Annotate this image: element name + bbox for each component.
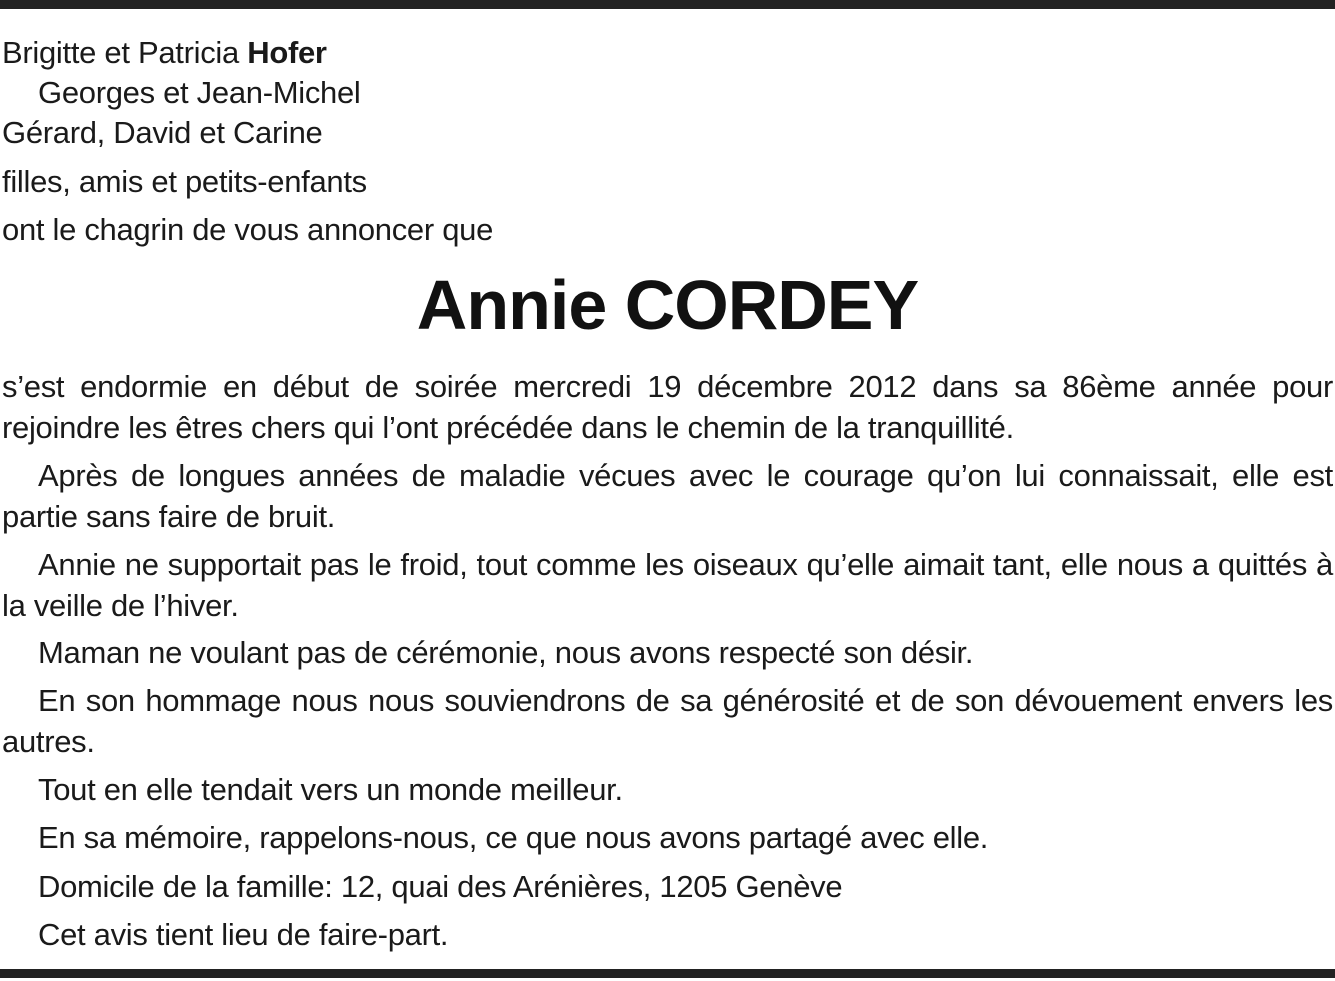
paragraph-2: Après de longues années de maladie vécues avec le courage qu’on lui connaissait, elle est partie sans faire de bruit. xyxy=(2,458,1333,534)
paragraph-3: Annie ne supportait pas le froid, tout comme les oiseaux qu’elle aimait tant, elle nous a quittés à la veille de l’hiver. xyxy=(2,547,1333,623)
paragraph-7: En sa mémoire, rappelons-nous, ce que nous avons partagé avec elle. xyxy=(38,820,989,855)
bottom-border-rule xyxy=(0,969,1335,978)
top-border-rule xyxy=(0,0,1335,9)
paragraph-6: Tout en elle tendait vers un monde meilleur. xyxy=(38,772,623,807)
closing-note: Cet avis tient lieu de faire-part. xyxy=(38,917,449,952)
family-line-3: Gérard, David et Carine xyxy=(2,115,323,150)
family-line-4: filles, amis et petits-enfants xyxy=(2,164,367,199)
family-surname: Hofer xyxy=(247,35,327,70)
family-line-1 xyxy=(2,34,327,72)
family-names: Brigitte et Patricia xyxy=(2,35,248,70)
paragraph-4: Maman ne voulant pas de cérémonie, nous avons respecté son désir. xyxy=(38,635,974,670)
announcement-intro: ont le chagrin de vous annoncer que xyxy=(2,212,494,247)
family-line-2: Georges et Jean-Michel xyxy=(38,75,361,110)
family-address: Domicile de la famille: 12, quai des Arénières, 1205 Genève xyxy=(38,869,843,904)
paragraph-5: En son hommage nous nous souviendrons de sa générosité et de son dévouement envers les autres. xyxy=(2,683,1333,759)
paragraph-1: s’est endormie en début de soirée mercredi 19 décembre 2012 dans sa 86ème année pour rejoindre les êtres chers qui l’ont précédée dans le chemin de la tranquillité. xyxy=(2,369,1333,445)
deceased-name: Annie CORDEY xyxy=(416,266,919,344)
